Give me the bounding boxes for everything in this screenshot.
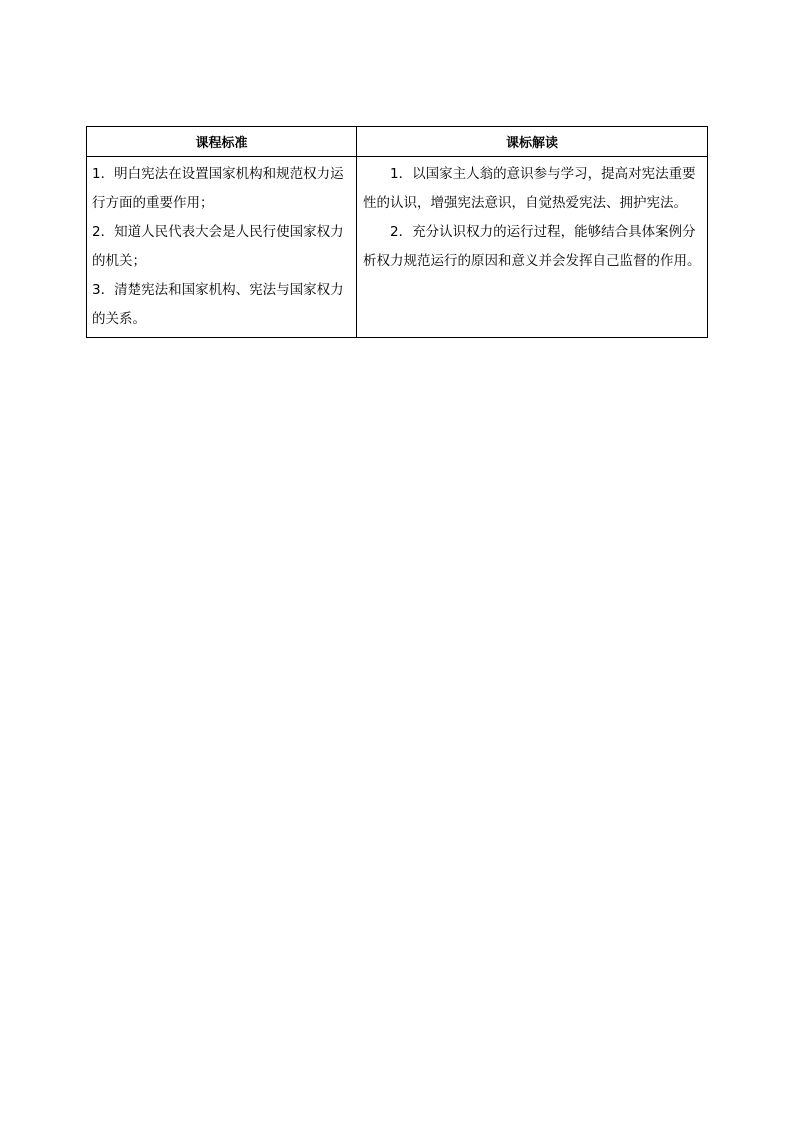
standard-item-2: 2．知道人民代表大会是人民行使国家权力的机关；	[92, 224, 344, 269]
interpretation-item-2: 2．充分认识权力的运行过程，能够结合具体案例分析权力规范运行的原因和意义并会发挥自己监督的作用。	[363, 224, 701, 269]
table-row	[87, 157, 708, 338]
interpretation-cell	[357, 157, 708, 338]
interpretation-item-1: 1．以国家主人翁的意识参与学习，提高对宪法重要性的认识，增强宪法意识，自觉热爱宪法、拥护宪法。	[363, 166, 696, 211]
standard-item-1: 1．明白宪法在设置国家机构和规范权力运行方面的重要作用；	[92, 166, 344, 211]
header-standard-interpretation: 课标解读	[357, 127, 708, 157]
standard-item-3: 3．清楚宪法和国家机构、宪法与国家权力的关系。	[92, 282, 344, 327]
header-curriculum-standard: 课程标准	[87, 127, 357, 157]
curriculum-table	[86, 126, 708, 338]
curriculum-standard-cell	[87, 157, 357, 338]
table-header-row	[87, 127, 708, 157]
